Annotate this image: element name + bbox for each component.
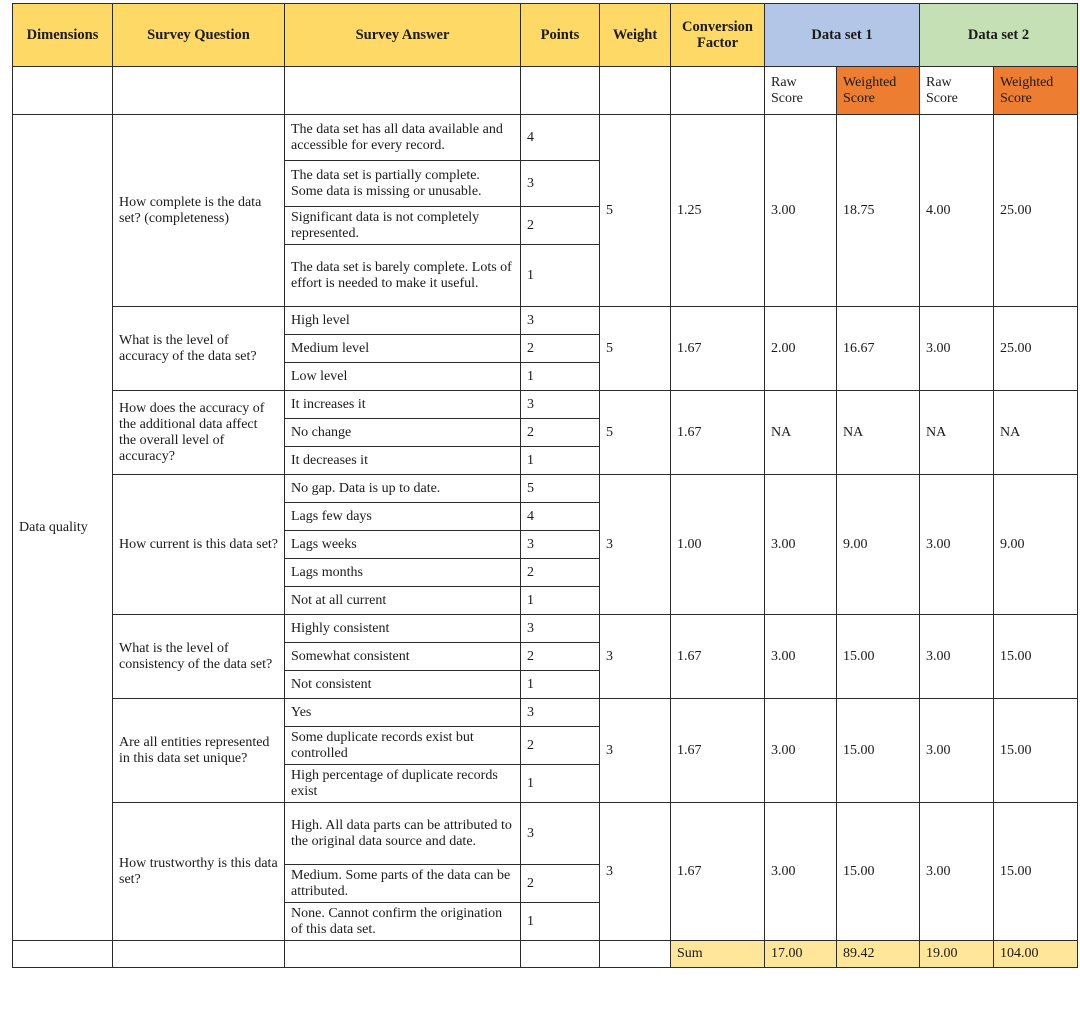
- subheader-empty-cell: [600, 67, 671, 115]
- survey-answer: Not consistent: [285, 671, 521, 699]
- subheader-empty-cell: [113, 67, 285, 115]
- answer-points: 3: [521, 803, 600, 865]
- ds2-raw-score: 3.00: [920, 615, 994, 699]
- survey-answer: Highly consistent: [285, 615, 521, 643]
- survey-answer: High level: [285, 307, 521, 335]
- survey-answer: High percentage of duplicate records exist: [285, 765, 521, 803]
- sum-empty-cell: [521, 941, 600, 968]
- answer-points: 3: [521, 699, 600, 727]
- weight-value: 3: [600, 803, 671, 941]
- sum-ds2-weighted: 104.00: [994, 941, 1078, 968]
- table-row: [13, 391, 1078, 419]
- header-survey-answer: Survey Answer: [285, 4, 521, 67]
- conversion-factor-value: 1.67: [671, 615, 765, 699]
- survey-answer: It decreases it: [285, 447, 521, 475]
- conversion-factor-value: 1.25: [671, 115, 765, 307]
- weight-value: 3: [600, 699, 671, 803]
- header-conversion-factor: Conversion Factor: [671, 4, 765, 67]
- subheader-empty-cell: [13, 67, 113, 115]
- answer-points: 4: [521, 115, 600, 161]
- sum-row: [13, 941, 1078, 968]
- header-data-set-1: Data set 1: [765, 4, 920, 67]
- survey-answer: No change: [285, 419, 521, 447]
- survey-answer: None. Cannot confirm the origination of this data set.: [285, 903, 521, 941]
- subheader-empty-cell: [521, 67, 600, 115]
- answer-points: 1: [521, 671, 600, 699]
- conversion-factor-value: 1.67: [671, 803, 765, 941]
- answer-points: 3: [521, 161, 600, 207]
- ds2-raw-score: 4.00: [920, 115, 994, 307]
- survey-answer: The data set has all data available and accessible for every record.: [285, 115, 521, 161]
- survey-answer: Not at all current: [285, 587, 521, 615]
- survey-answer: Low level: [285, 363, 521, 391]
- sum-ds2-raw: 19.00: [920, 941, 994, 968]
- survey-answer: It increases it: [285, 391, 521, 419]
- ds1-raw-score: 3.00: [765, 115, 837, 307]
- ds1-weighted-score: 15.00: [837, 699, 920, 803]
- ds2-weighted-score: 15.00: [994, 803, 1078, 941]
- ds1-weighted-score: 15.00: [837, 803, 920, 941]
- answer-points: 1: [521, 765, 600, 803]
- ds2-raw-score: 3.00: [920, 699, 994, 803]
- sum-ds1-raw: 17.00: [765, 941, 837, 968]
- weight-value: 5: [600, 391, 671, 475]
- ds2-weighted-score: 15.00: [994, 615, 1078, 699]
- ds1-raw-score: 3.00: [765, 699, 837, 803]
- survey-answer: Lags few days: [285, 503, 521, 531]
- survey-answer: Significant data is not completely represented.: [285, 207, 521, 245]
- conversion-factor-value: 1.67: [671, 391, 765, 475]
- ds2-raw-score-header: Raw Score: [920, 67, 994, 115]
- ds1-raw-score: 3.00: [765, 615, 837, 699]
- sum-label: Sum: [671, 941, 765, 968]
- weight-value: 5: [600, 115, 671, 307]
- survey-answer: Somewhat consistent: [285, 643, 521, 671]
- ds2-raw-score: 3.00: [920, 475, 994, 615]
- sum-empty-cell: [13, 941, 113, 968]
- answer-points: 1: [521, 363, 600, 391]
- answer-points: 2: [521, 865, 600, 903]
- header-dimensions: Dimensions: [13, 4, 113, 67]
- survey-question: How trustworthy is this data set?: [113, 803, 285, 941]
- answer-points: 1: [521, 245, 600, 307]
- ds2-raw-score: 3.00: [920, 803, 994, 941]
- ds2-weighted-score: 25.00: [994, 115, 1078, 307]
- ds1-weighted-score: NA: [837, 391, 920, 475]
- subheader-empty-cell: [671, 67, 765, 115]
- ds1-weighted-score: 18.75: [837, 115, 920, 307]
- data-quality-scoring-table: [12, 3, 1078, 968]
- sum-ds1-weighted: 89.42: [837, 941, 920, 968]
- answer-points: 1: [521, 447, 600, 475]
- survey-answer: Lags weeks: [285, 531, 521, 559]
- answer-points: 2: [521, 335, 600, 363]
- answer-points: 1: [521, 903, 600, 941]
- survey-answer: Yes: [285, 699, 521, 727]
- subheader-row: [13, 67, 1078, 115]
- ds1-raw-score: NA: [765, 391, 837, 475]
- survey-answer: Lags months: [285, 559, 521, 587]
- header-points: Points: [521, 4, 600, 67]
- sum-empty-cell: [600, 941, 671, 968]
- answer-points: 2: [521, 419, 600, 447]
- weight-value: 3: [600, 475, 671, 615]
- ds2-weighted-score-header: Weighted Score: [994, 67, 1078, 115]
- survey-answer: The data set is partially complete. Some data is missing or unusable.: [285, 161, 521, 207]
- survey-answer: High. All data parts can be attributed to the original data source and date.: [285, 803, 521, 865]
- table-row: [13, 115, 1078, 161]
- ds1-raw-score: 2.00: [765, 307, 837, 391]
- answer-points: 2: [521, 559, 600, 587]
- ds2-raw-score: 3.00: [920, 307, 994, 391]
- conversion-factor-value: 1.00: [671, 475, 765, 615]
- answer-points: 2: [521, 643, 600, 671]
- header-data-set-2: Data set 2: [920, 4, 1078, 67]
- ds1-weighted-score: 9.00: [837, 475, 920, 615]
- answer-points: 3: [521, 307, 600, 335]
- header-row: [13, 4, 1078, 67]
- ds2-weighted-score: NA: [994, 391, 1078, 475]
- weight-value: 5: [600, 307, 671, 391]
- ds1-weighted-score: 16.67: [837, 307, 920, 391]
- survey-answer: Medium level: [285, 335, 521, 363]
- table-row: [13, 699, 1078, 727]
- conversion-factor-value: 1.67: [671, 307, 765, 391]
- answer-points: 5: [521, 475, 600, 503]
- ds2-raw-score: NA: [920, 391, 994, 475]
- ds1-raw-score-header: Raw Score: [765, 67, 837, 115]
- answer-points: 4: [521, 503, 600, 531]
- header-survey-question: Survey Question: [113, 4, 285, 67]
- survey-answer: Some duplicate records exist but controlled: [285, 727, 521, 765]
- table-body: [13, 115, 1078, 968]
- table-row: [13, 803, 1078, 865]
- sum-empty-cell: [285, 941, 521, 968]
- table-row: [13, 475, 1078, 503]
- ds1-weighted-score-header: Weighted Score: [837, 67, 920, 115]
- header-weight: Weight: [600, 4, 671, 67]
- ds1-raw-score: 3.00: [765, 475, 837, 615]
- answer-points: 1: [521, 587, 600, 615]
- survey-answer: The data set is barely complete. Lots of effort is needed to make it useful.: [285, 245, 521, 307]
- answer-points: 3: [521, 531, 600, 559]
- ds2-weighted-score: 25.00: [994, 307, 1078, 391]
- answer-points: 3: [521, 615, 600, 643]
- answer-points: 2: [521, 727, 600, 765]
- survey-answer: No gap. Data is up to date.: [285, 475, 521, 503]
- answer-points: 2: [521, 207, 600, 245]
- survey-question: How does the accuracy of the additional data affect the overall level of accuracy?: [113, 391, 285, 475]
- survey-question: Are all entities represented in this data set unique?: [113, 699, 285, 803]
- survey-question: What is the level of accuracy of the data set?: [113, 307, 285, 391]
- ds1-weighted-score: 15.00: [837, 615, 920, 699]
- ds2-weighted-score: 15.00: [994, 699, 1078, 803]
- answer-points: 3: [521, 391, 600, 419]
- subheader-empty-cell: [285, 67, 521, 115]
- ds1-raw-score: 3.00: [765, 803, 837, 941]
- conversion-factor-value: 1.67: [671, 699, 765, 803]
- survey-question: How complete is the data set? (completeness): [113, 115, 285, 307]
- weight-value: 3: [600, 615, 671, 699]
- dimension-cell: Data quality: [13, 115, 113, 941]
- sum-empty-cell: [113, 941, 285, 968]
- survey-question: What is the level of consistency of the data set?: [113, 615, 285, 699]
- table-row: [13, 615, 1078, 643]
- table-row: [13, 307, 1078, 335]
- ds2-weighted-score: 9.00: [994, 475, 1078, 615]
- survey-answer: Medium. Some parts of the data can be attributed.: [285, 865, 521, 903]
- survey-question: How current is this data set?: [113, 475, 285, 615]
